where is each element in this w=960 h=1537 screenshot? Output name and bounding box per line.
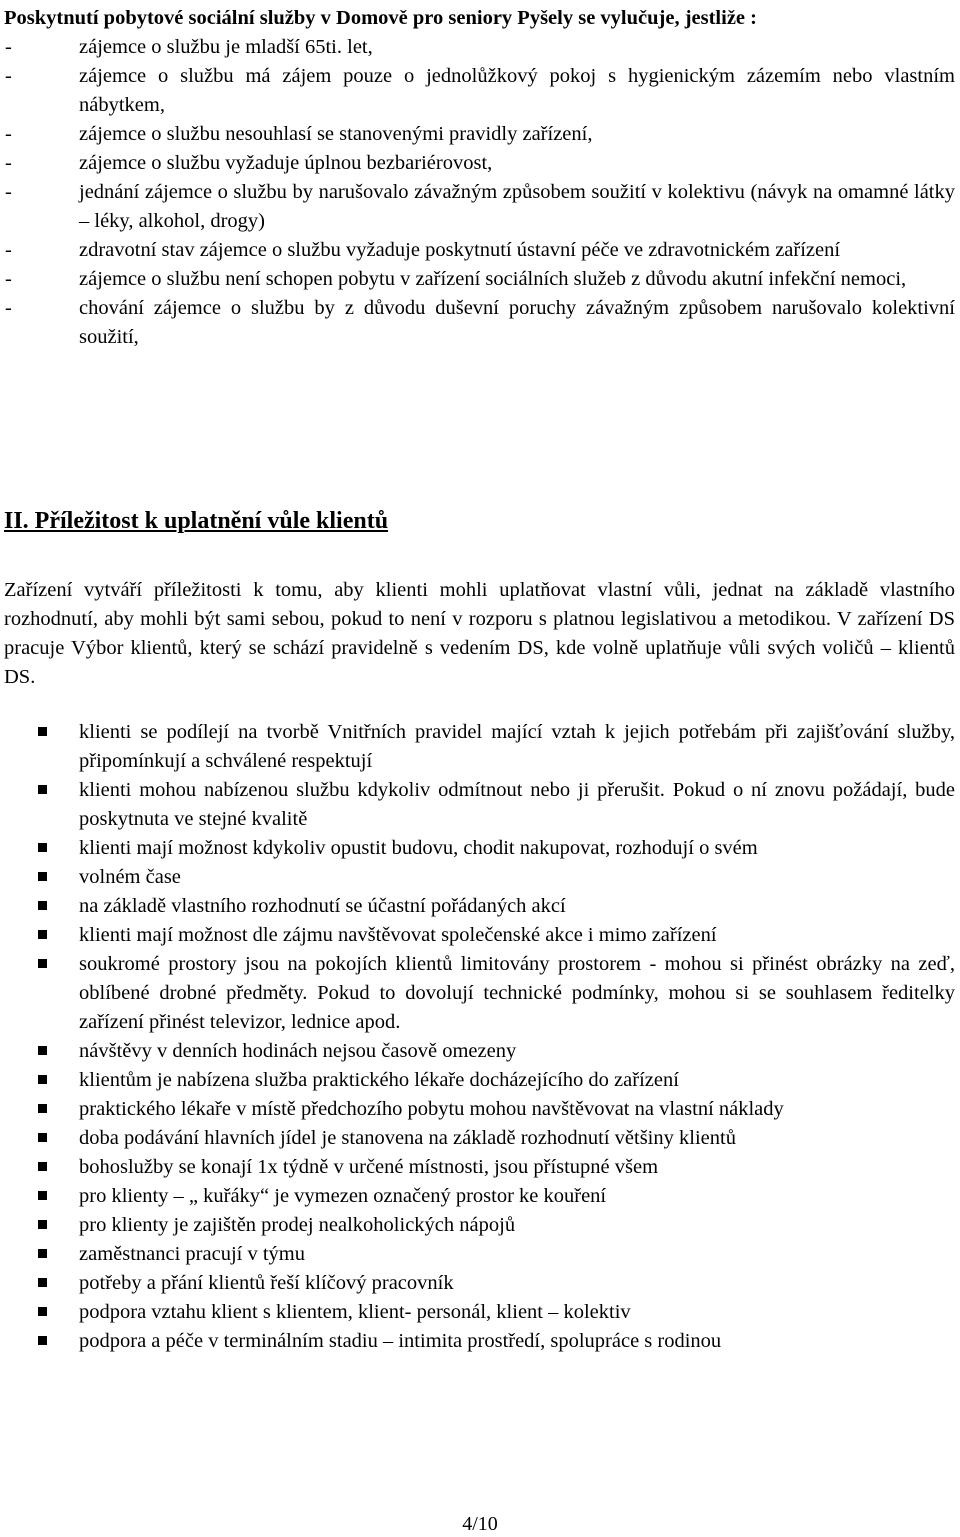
dash-marker: - bbox=[5, 65, 12, 87]
bullet-list bbox=[0, 718, 960, 1356]
exclusion-item bbox=[0, 265, 960, 294]
square-bullet-icon bbox=[38, 1307, 47, 1316]
square-bullet-icon bbox=[38, 785, 47, 794]
square-bullet-icon bbox=[38, 1220, 47, 1229]
bullet-text: bohoslužby se konají 1x týdně v určené místnosti, jsou přístupné všem bbox=[79, 1156, 659, 1178]
exclusion-item bbox=[0, 62, 960, 120]
bullet-item bbox=[0, 892, 960, 921]
bullet-item bbox=[0, 1182, 960, 1211]
square-bullet-icon bbox=[38, 727, 47, 736]
bullet-text: podpora a péče v terminálním stadiu – intimita prostředí, spolupráce s rodinou bbox=[79, 1330, 722, 1352]
exclusion-item bbox=[0, 149, 960, 178]
dash-marker: - bbox=[5, 123, 12, 145]
square-bullet-icon bbox=[38, 1133, 47, 1142]
bullet-text: na základě vlastního rozhodnutí se účastní pořádaných akcí bbox=[79, 895, 566, 917]
exclusion-item bbox=[0, 236, 960, 265]
exclusion-list bbox=[0, 33, 960, 352]
bullet-item bbox=[0, 863, 960, 892]
bullet-item bbox=[0, 950, 960, 1037]
bullet-text: klientům je nabízena služba praktického lékaře docházejícího do zařízení bbox=[79, 1069, 679, 1091]
exclusion-text: zájemce o službu nesouhlasí se stanovenými pravidly zařízení, bbox=[79, 123, 593, 145]
bullet-item bbox=[0, 1153, 960, 1182]
bullet-text: soukromé prostory jsou na pokojích klientů limitovány prostorem - mohou si přinést obrázky na zeď, oblíbené drobné předměty. Pokud to dovolují technické podmínky, mohou si se souhlasem ředitelky zařízení přinést televizor, lednice apod. bbox=[79, 953, 955, 1033]
square-bullet-icon bbox=[38, 1336, 47, 1345]
bullet-text: klienti mají možnost kdykoliv opustit budovu, chodit nakupovat, rozhodují o svém bbox=[79, 837, 758, 859]
dash-marker: - bbox=[5, 268, 12, 290]
exclusion-text: zájemce o službu vyžaduje úplnou bezbariérovost, bbox=[79, 152, 493, 174]
bullet-text: volném čase bbox=[79, 866, 181, 888]
square-bullet-icon bbox=[38, 1046, 47, 1055]
dash-marker: - bbox=[5, 152, 12, 174]
dash-marker: - bbox=[5, 297, 12, 319]
square-bullet-icon bbox=[38, 959, 47, 968]
exclusion-item bbox=[0, 178, 960, 236]
square-bullet-icon bbox=[38, 1162, 47, 1171]
square-bullet-icon bbox=[38, 1249, 47, 1258]
section-title: II. Příležitost k uplatnění vůle klientů bbox=[4, 508, 389, 534]
bullet-text: doba podávání hlavních jídel je stanovena na základě rozhodnutí většiny klientů bbox=[79, 1127, 736, 1149]
bullet-item bbox=[0, 921, 960, 950]
bullet-text: klienti mohou nabízenou službu kdykoliv odmítnout nebo ji přerušit. Pokud o ní znovu požádají, bude poskytnuta ve stejné kvalitě bbox=[79, 779, 955, 830]
square-bullet-icon bbox=[38, 1075, 47, 1084]
square-bullet-icon bbox=[38, 901, 47, 910]
bullet-item bbox=[0, 1211, 960, 1240]
bullet-text: potřeby a přání klientů řeší klíčový pracovník bbox=[79, 1272, 454, 1294]
bullet-item bbox=[0, 1095, 960, 1124]
bullet-text: praktického lékaře v místě předchozího pobytu mohou navštěvovat na vlastní náklady bbox=[79, 1098, 784, 1120]
bullet-item bbox=[0, 1240, 960, 1269]
bullet-item bbox=[0, 1066, 960, 1095]
bullet-text: pro klienty je zajištěn prodej nealkoholických nápojů bbox=[79, 1214, 516, 1236]
bullet-item bbox=[0, 1124, 960, 1153]
bullet-text: pro klienty – „ kuřáky“ je vymezen označený prostor ke kouření bbox=[79, 1185, 607, 1207]
dash-marker: - bbox=[5, 181, 12, 203]
bullet-text: zaměstnanci pracují v týmu bbox=[79, 1243, 305, 1265]
bullet-text: podpora vztahu klient s klientem, klient- personál, klient – kolektiv bbox=[79, 1301, 631, 1323]
exclusion-text: zájemce o službu má zájem pouze o jednolůžkový pokoj s hygienickým zázemím nebo vlastním nábytkem, bbox=[79, 65, 955, 116]
bullet-item bbox=[0, 834, 960, 863]
dash-marker: - bbox=[5, 239, 12, 261]
bullet-item bbox=[0, 1298, 960, 1327]
square-bullet-icon bbox=[38, 1104, 47, 1113]
bullet-item bbox=[0, 1037, 960, 1066]
square-bullet-icon bbox=[38, 843, 47, 852]
exclusion-text: jednání zájemce o službu by narušovalo závažným způsobem soužití v kolektivu (návyk na omamné látky – léky, alkohol, drogy) bbox=[79, 181, 955, 232]
bullet-item bbox=[0, 1269, 960, 1298]
exclusion-item bbox=[0, 294, 960, 352]
bullet-text: klienti se podílejí na tvorbě Vnitřních pravidel mající vztah k jejich potřebám při zajišťování služby, připomínkují a schválené respektují bbox=[79, 721, 955, 772]
exclusion-item bbox=[0, 120, 960, 149]
square-bullet-icon bbox=[38, 1191, 47, 1200]
bullet-item bbox=[0, 718, 960, 776]
dash-marker: - bbox=[5, 36, 12, 58]
square-bullet-icon bbox=[38, 1278, 47, 1287]
bullet-text: klienti mají možnost dle zájmu navštěvovat společenské akce i mimo zařízení bbox=[79, 924, 717, 946]
page-number: 4/10 bbox=[462, 1513, 498, 1535]
bullet-text: návštěvy v denních hodinách nejsou časově omezeny bbox=[79, 1040, 517, 1062]
exclusion-heading: Poskytnutí pobytové sociální služby v Domově pro seniory Pyšely se vylučuje, jestliže : bbox=[4, 7, 757, 29]
bullet-item bbox=[0, 1327, 960, 1356]
section-paragraph: Zařízení vytváří příležitosti k tomu, aby klienti mohli uplatňovat vlastní vůli, jednat na základě vlastního rozhodnutí, aby mohli být sami sebou, pokud to není v rozporu s platnou legislativou a metodikou. V zařízení DS pracuje Výbor klientů, který se schází pravidelně s vedením DS, kde volně uplatňuje vůli svých voličů – klientů DS. bbox=[4, 579, 955, 688]
exclusion-text: zdravotní stav zájemce o službu vyžaduje poskytnutí ústavní péče ve zdravotnickém zařízení bbox=[79, 239, 841, 261]
bullet-item bbox=[0, 776, 960, 834]
exclusion-text: zájemce o službu je mladší 65ti. let, bbox=[79, 36, 373, 58]
square-bullet-icon bbox=[38, 872, 47, 881]
exclusion-item bbox=[0, 33, 960, 62]
square-bullet-icon bbox=[38, 930, 47, 939]
exclusion-text: zájemce o službu není schopen pobytu v zařízení sociálních služeb z důvodu akutní infekční nemoci, bbox=[79, 268, 907, 290]
exclusion-text: chování zájemce o službu by z důvodu duševní poruchy závažným způsobem narušovalo kolektivní soužití, bbox=[79, 297, 955, 348]
